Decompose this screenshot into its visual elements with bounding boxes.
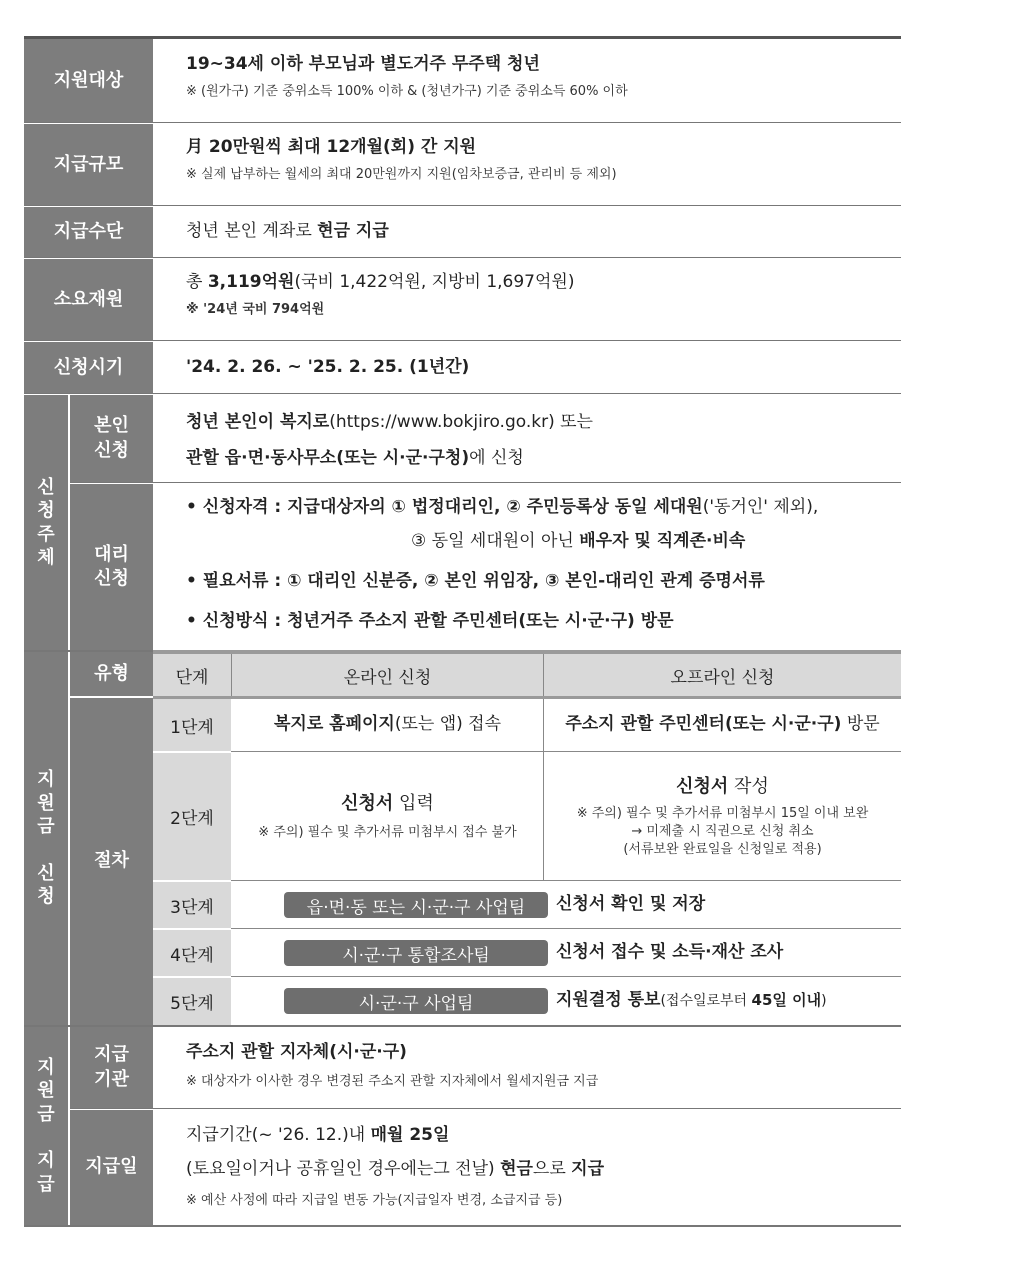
self-line1-bold: 청년 본인이 복지로 (186, 412, 330, 432)
self-apply-content (153, 395, 901, 482)
proxy-bullet-eligibility: • 신청자격 : 지급대상자의 ① 법정대리인, ② 주민등록상 동일 세대원('동거인' 제외), (186, 497, 819, 517)
divider (24, 393, 901, 394)
step-5-desc: 지원결정 통보(접수일로부터 45일 이내) (556, 990, 827, 1010)
budget-detail: (국비 1,422억원, 지방비 1,697억원) (294, 272, 575, 292)
application-group-label: 지 원 금 신 청 (24, 652, 68, 1025)
budget-pre: 총 (186, 272, 208, 292)
self-line2-rest: 에 신청 (469, 448, 524, 469)
payment-agency-label: 지급 기관 (70, 1027, 153, 1108)
step-3-team-badge: 읍·면·동 또는 시·군·구 사업팀 (284, 892, 548, 918)
divider (231, 928, 901, 929)
divider (24, 340, 901, 341)
divider (543, 654, 544, 696)
row-label-means: 지급수단 (24, 207, 153, 257)
step-2-offline: 신청서 작성 ※ 주의) 필수 및 추가서류 미첨부시 15일 이내 보완 → 미제출 시 직권으로 신청 취소 (서류보완 완료일을 신청일로 적용) (576, 775, 869, 858)
step-2-stage: 2단계 (170, 809, 214, 829)
means-bold: 현금 지급 (317, 221, 389, 242)
row-content-budget (153, 259, 901, 340)
self-line1-rest: (https://www.bokjiro.go.kr) 또는 (329, 412, 593, 432)
row-label-target: 지원대상 (24, 39, 153, 122)
proxy-bullet-method: • 신청방식 : 청년거주 주소지 관할 주민센터(또는 시·군·구) 방문 (186, 611, 674, 631)
divider (231, 751, 901, 752)
row-label-scale: 지급규모 (24, 124, 153, 205)
budget-total: 3,119억원 (207, 272, 295, 292)
divider (231, 976, 901, 977)
step-3-desc: 신청서 확인 및 저장 (556, 894, 706, 914)
payment-date-label: 지급일 (70, 1110, 153, 1225)
proxy-apply-label: 대리 신청 (70, 484, 153, 650)
divider (231, 880, 901, 881)
step-1-stage: 1단계 (170, 717, 214, 738)
scale-note: ※ 실제 납부하는 월세의 최대 20만원까지 지원(임차보증금, 관리비 등 제외) (186, 166, 617, 182)
agency-note: ※ 대상자가 이사한 경우 변경된 주소지 관할 지자체에서 월세지원금 지급 (186, 1073, 599, 1089)
step-4-stage: 4단계 (170, 945, 214, 966)
target-note: ※ (원가구) 기준 중위소득 100% 이하 & (청년가구) 기준 중위소득 60% 이하 (186, 83, 628, 99)
proxy-bullet-documents: • 필요서류 : ① 대리인 신분증, ② 본인 위임장, ③ 본인-대리인 관계 증명서류 (186, 571, 765, 591)
type-label: 유형 (70, 652, 153, 696)
row-content-means (153, 207, 901, 257)
row-content-target (153, 39, 901, 122)
budget-note: ※ '24년 국비 794억원 (186, 301, 325, 317)
proxy-apply-content (153, 484, 901, 650)
header-online: 온라인 신청 (232, 654, 543, 696)
scale-main: 月 20만원씩 최대 12개월(회) 간 지원 (186, 137, 477, 157)
proxy-bullet-eligibility-cont: ③ 동일 세대원이 아닌 배우자 및 직계존·비속 (411, 531, 746, 551)
step-5-stage: 5단계 (170, 994, 214, 1014)
agency-main: 주소지 관할 지자체(시·군·구) (186, 1042, 407, 1062)
divider (70, 482, 901, 483)
row-content-scale (153, 124, 901, 205)
step-4-team-badge: 시·군·구 통합조사팀 (284, 940, 548, 966)
header-offline: 오프라인 신청 (544, 654, 901, 696)
row-label-budget: 소요재원 (24, 259, 153, 340)
step-2-online: 신청서 입력 ※ 주의) 필수 및 추가서류 미첨부시 접수 불가 (258, 792, 517, 840)
self-line2-bold: 관할 읍·면·동사무소(또는 시·군·구청) (186, 448, 470, 469)
procedure-label: 절차 (70, 698, 153, 1025)
step-1-offline: 주소지 관할 주민센터(또는 시·군·구) 방문 (565, 714, 880, 735)
payment-agency-content (153, 1027, 901, 1108)
header-stage: 단계 (153, 654, 231, 696)
self-apply-label: 본인 신청 (70, 395, 153, 482)
divider (70, 1108, 901, 1109)
divider (24, 257, 901, 258)
divider (231, 654, 232, 696)
means-text: 청년 본인 계좌로 (186, 221, 318, 242)
divider (24, 205, 901, 206)
row-content-period (153, 342, 901, 393)
target-main: 19~34세 이하 부모님과 별도거주 무주택 청년 (186, 54, 540, 74)
divider (24, 122, 901, 123)
step-5-team-badge: 시·군·구 사업팀 (284, 988, 548, 1014)
step-1-online: 복지로 홈페이지(또는 앱) 접속 (273, 714, 502, 735)
period-main: '24. 2. 26. ~ '25. 2. 25. (1년간) (186, 356, 470, 377)
step-4-desc: 신청서 접수 및 소득·재산 조사 (556, 942, 784, 962)
table-bottom-border (24, 1225, 901, 1227)
applicant-group-label: 신 청 주 체 (24, 395, 68, 650)
payment-group-label: 지 원 금 지 급 (24, 1027, 68, 1225)
step-3-stage: 3단계 (170, 897, 214, 918)
row-label-period: 신청시기 (24, 342, 153, 393)
date-note: ※ 예산 사정에 따라 지급일 변동 가능(지급일자 변경, 소급지급 등) (186, 1192, 563, 1208)
payment-date-content: 지급기간(~ '26. 12.)내 매월 25일 (토요일이거나 공휴일인 경우에는그 전날) 현금으로 지급 ※ 예산 사정에 따라 지급일 변동 가능(지급일자 변경, 소급지급 등) (153, 1110, 901, 1225)
